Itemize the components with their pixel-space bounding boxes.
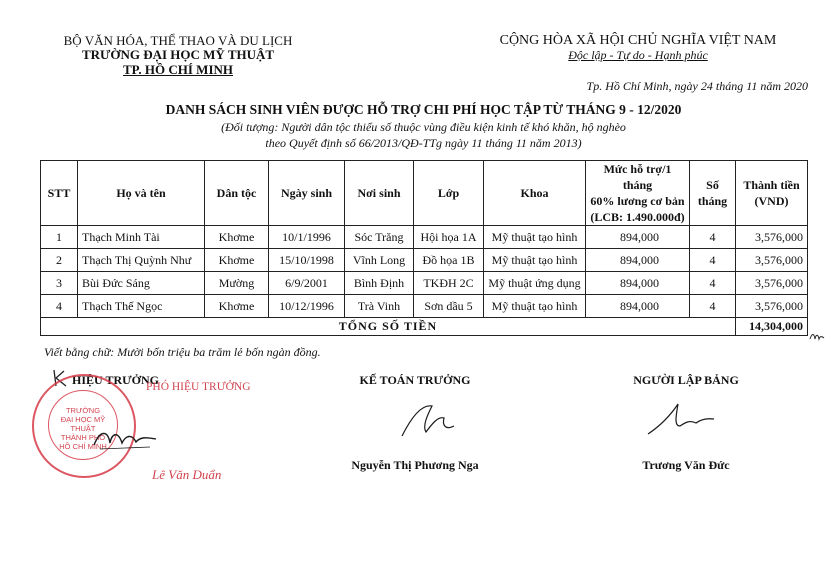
- rector-signature: [90, 425, 160, 455]
- cell-months: 4: [690, 272, 736, 295]
- cell-dob: 6/9/2001: [269, 272, 345, 295]
- seal-line-4: HỒ CHÍ MINH: [59, 442, 107, 451]
- cell-ethnicity: Khơme: [205, 249, 269, 272]
- republic-heading: CỘNG HÒA XÃ HỘI CHỦ NGHĨA VIỆT NAM: [499, 33, 777, 48]
- col-support-line-2: 60% lương cơ bản: [590, 194, 685, 208]
- seal-line-3: THÀNH PHỐ: [60, 433, 106, 442]
- table-header-row: [41, 161, 808, 226]
- total-value: 14,304,000: [736, 318, 808, 336]
- initial-mark-icon: [809, 330, 825, 344]
- cell-support: 894,000: [586, 295, 690, 318]
- cell-months: 4: [690, 295, 736, 318]
- cell-ethnicity: Mường: [205, 272, 269, 295]
- table-row: [41, 272, 808, 295]
- cell-ethnicity: Khơme: [205, 226, 269, 249]
- col-support-line-3: (LCB: 1.490.000đ): [590, 210, 685, 224]
- cell-support: 894,000: [586, 249, 690, 272]
- preparer-title: NGƯỜI LẬP BẢNG: [633, 373, 739, 387]
- col-name: Họ và tên: [78, 161, 205, 226]
- preparer-signature: [640, 396, 720, 441]
- cell-faculty: Mỹ thuật tạo hình: [484, 226, 586, 249]
- subtitle-line-2: theo Quyết định số 66/2013/QĐ-TTg ngày 11 tháng 11 năm 2013): [265, 136, 582, 150]
- school-name: TRƯỜNG ĐẠI HỌC MỸ THUẬT: [81, 47, 275, 62]
- cell-months: 4: [690, 226, 736, 249]
- cell-name: Bùi Đức Sáng: [78, 272, 205, 295]
- col-amount: [736, 161, 808, 226]
- cell-amount: 3,576,000: [736, 226, 808, 249]
- cell-birthplace: Bình Định: [345, 272, 414, 295]
- col-class: Lớp: [414, 161, 484, 226]
- cell-amount: 3,576,000: [736, 272, 808, 295]
- amount-in-words: Viết bằng chữ: Mười bốn triệu ba trăm lẻ bốn ngàn đồng.: [44, 345, 321, 359]
- cell-support: 894,000: [586, 272, 690, 295]
- rector-stamp-sub: PHÓ HIỆU TRƯỞNG: [146, 381, 251, 393]
- rector-name: Lê Văn Duẩn: [152, 467, 222, 482]
- col-amount-line-2: (VND): [754, 194, 789, 208]
- accountant-signature: [392, 396, 462, 446]
- col-support: [586, 161, 690, 226]
- total-row: [41, 318, 808, 336]
- ministry-name: BỘ VĂN HÓA, THỂ THAO VÀ DU LỊCH: [63, 33, 293, 48]
- accountant-name: Nguyễn Thị Phương Nga: [351, 458, 479, 472]
- rector-title: HIỆU TRƯỞNG: [72, 373, 160, 387]
- col-ethnicity: Dân tộc: [205, 161, 269, 226]
- cell-class: TKĐH 2C: [414, 272, 484, 295]
- cell-amount: 3,576,000: [736, 249, 808, 272]
- table-row: [41, 249, 808, 272]
- col-birthplace: Nơi sinh: [345, 161, 414, 226]
- cell-dob: 10/1/1996: [269, 226, 345, 249]
- cell-birthplace: Trà Vinh: [345, 295, 414, 318]
- cell-class: Hội họa 1A: [414, 226, 484, 249]
- accountant-title: KẾ TOÁN TRƯỞNG: [359, 373, 471, 387]
- table-row: [41, 226, 808, 249]
- col-amount-line-1: Thành tiền: [743, 178, 800, 192]
- table-row: [41, 295, 808, 318]
- cell-birthplace: Vĩnh Long: [345, 249, 414, 272]
- cell-stt: 4: [41, 295, 78, 318]
- col-months: Số tháng: [690, 161, 736, 226]
- cell-birthplace: Sóc Trăng: [345, 226, 414, 249]
- cell-stt: 3: [41, 272, 78, 295]
- cell-stt: 2: [41, 249, 78, 272]
- cell-faculty: Mỹ thuật ứng dụng: [484, 272, 586, 295]
- col-stt: STT: [41, 161, 78, 226]
- cell-name: Thạch Minh Tài: [78, 226, 205, 249]
- date-line: Tp. Hồ Chí Minh, ngày 24 tháng 11 năm 2020: [586, 79, 808, 93]
- document-title: DANH SÁCH SINH VIÊN ĐƯỢC HỖ TRỢ CHI PHÍ HỌC TẬP TỪ THÁNG 9 - 12/2020: [165, 102, 682, 117]
- cell-stt: 1: [41, 226, 78, 249]
- col-faculty: Khoa: [484, 161, 586, 226]
- total-label: TỔNG SỐ TIỀN: [41, 318, 736, 336]
- cell-class: Sơn dầu 5: [414, 295, 484, 318]
- cell-faculty: Mỹ thuật tạo hình: [484, 249, 586, 272]
- cell-months: 4: [690, 249, 736, 272]
- cell-name: Thạch Thị Quỳnh Như: [78, 249, 205, 272]
- school-city: TP. HỒ CHÍ MINH: [122, 62, 234, 77]
- preparer-name: Trương Văn Đức: [642, 458, 730, 472]
- col-dob: Ngày sinh: [269, 161, 345, 226]
- cell-ethnicity: Khơme: [205, 295, 269, 318]
- cell-name: Thạch Thế Ngọc: [78, 295, 205, 318]
- seal-line-1: TRƯỜNG: [65, 406, 101, 415]
- cell-support: 894,000: [586, 226, 690, 249]
- national-motto: Độc lập - Tự do - Hạnh phúc: [568, 48, 708, 62]
- cell-amount: 3,576,000: [736, 295, 808, 318]
- cell-faculty: Mỹ thuật tạo hình: [484, 295, 586, 318]
- cell-class: Đồ họa 1B: [414, 249, 484, 272]
- subtitle-line-1: (Đối tượng: Người dân tộc thiểu số thuộc vùng điều kiện kinh tế khó khăn, hộ nghèo: [221, 120, 626, 134]
- seal-line-2: ĐẠI HỌC MỸ THUẬT: [60, 415, 106, 433]
- cell-dob: 15/10/1998: [269, 249, 345, 272]
- student-table: [40, 160, 808, 336]
- col-support-line-1: Mức hỗ trợ/1 tháng: [603, 162, 672, 192]
- cell-dob: 10/12/1996: [269, 295, 345, 318]
